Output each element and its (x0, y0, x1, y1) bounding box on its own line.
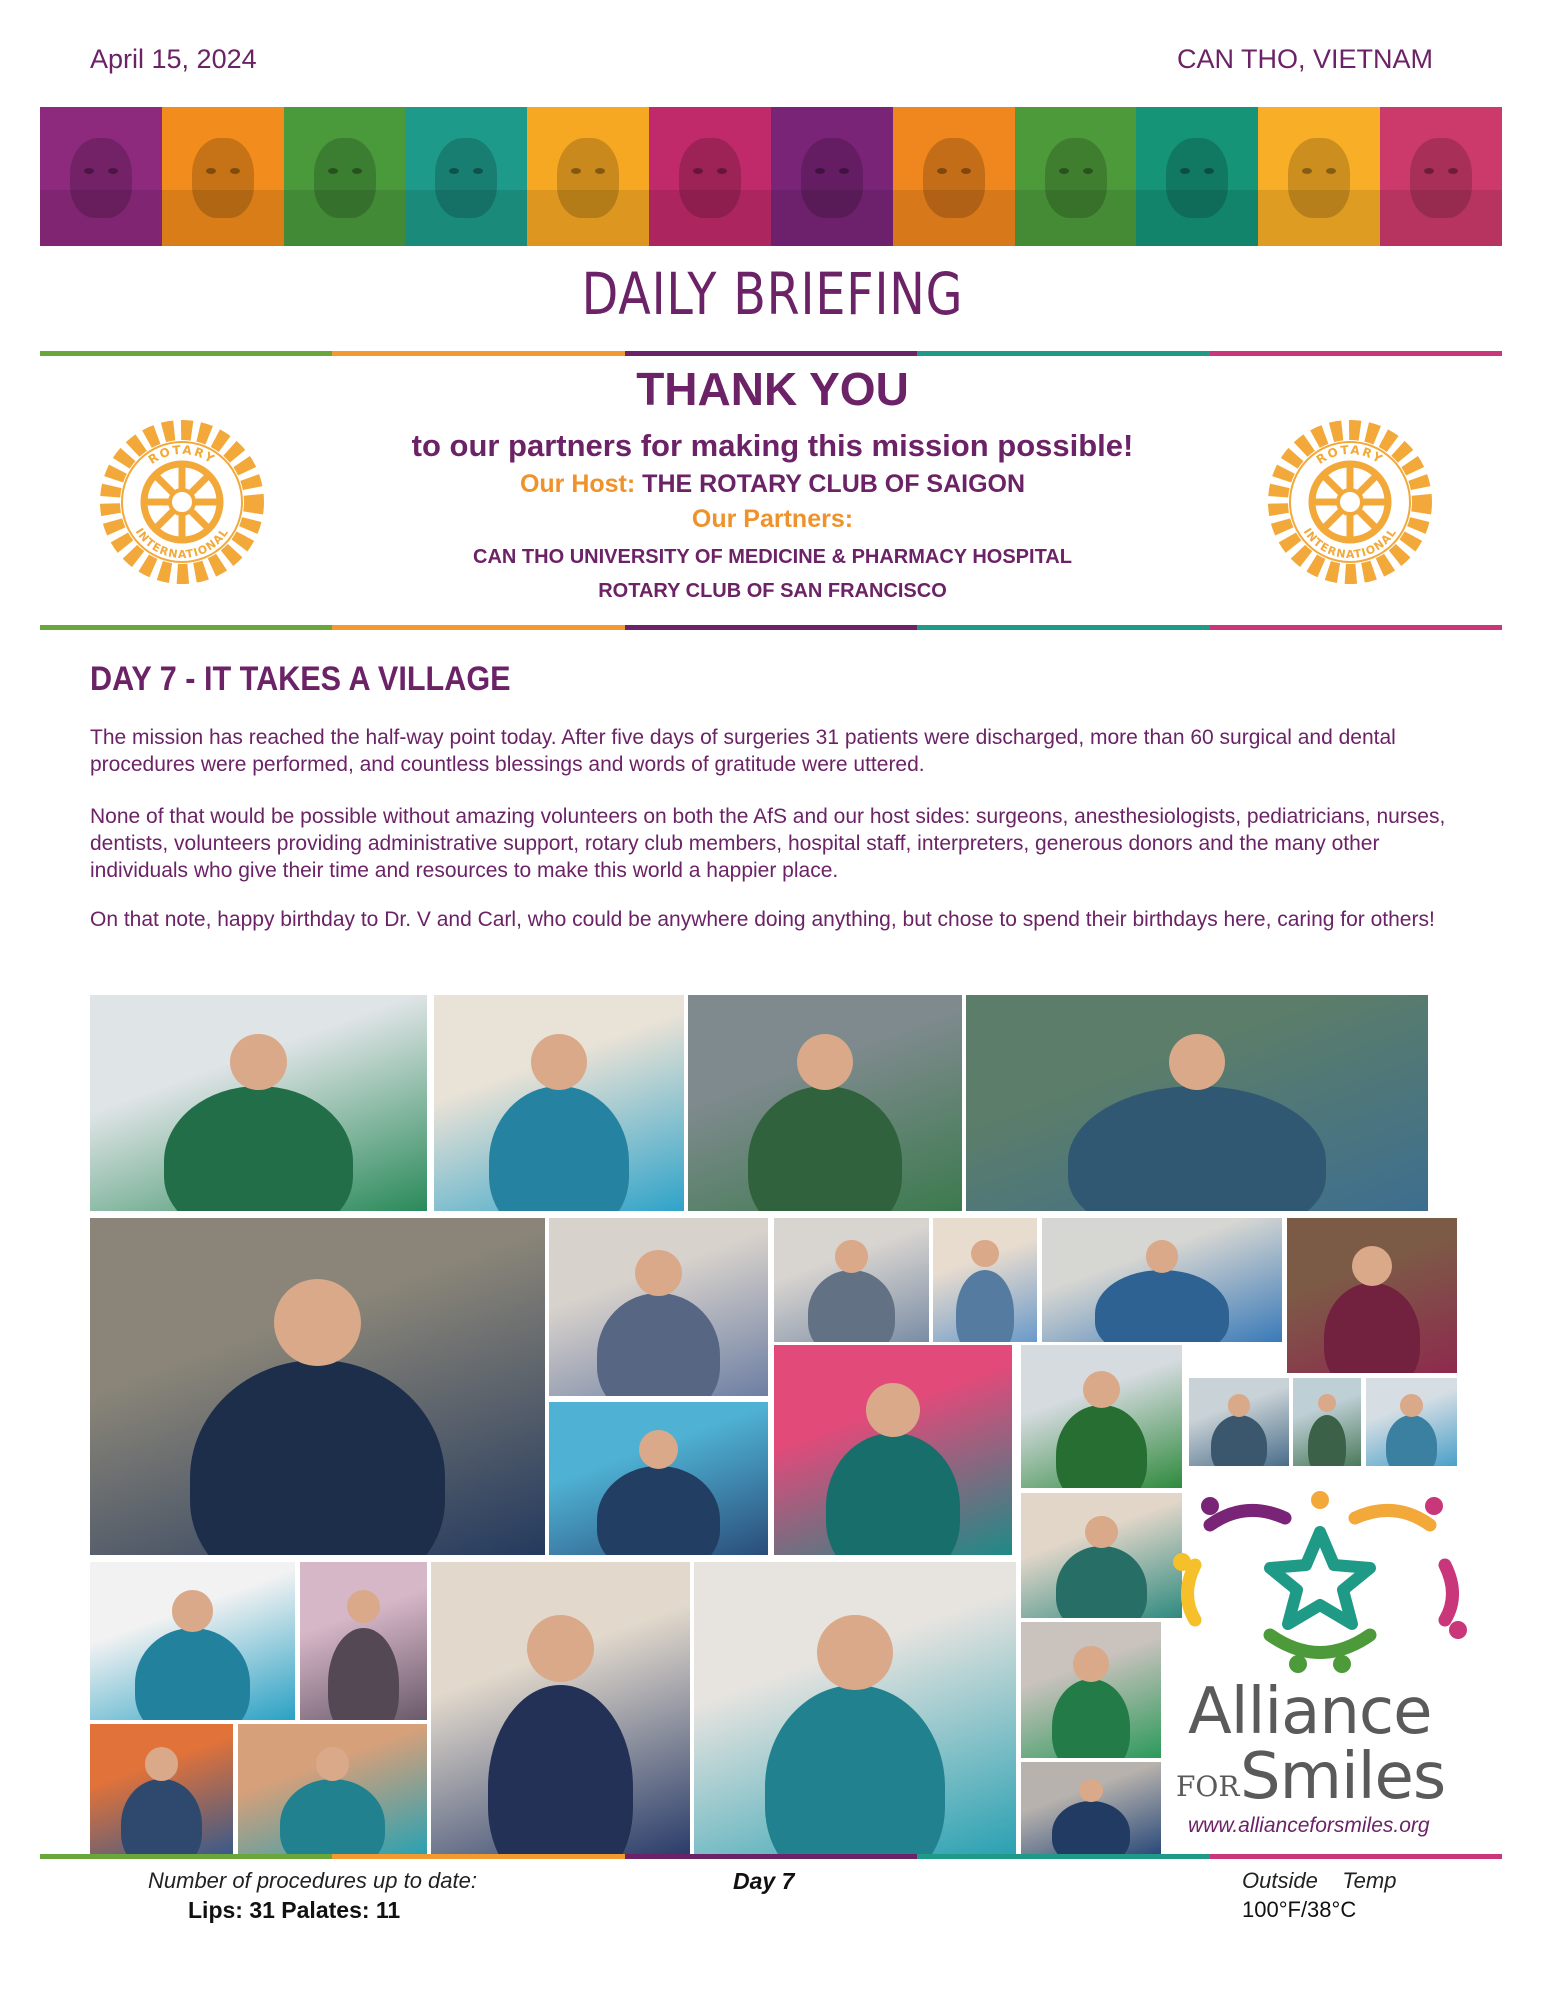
shading (1136, 190, 1258, 246)
banner-child-photo (1258, 107, 1380, 246)
rotary-logo-left (92, 412, 272, 592)
thank-you-subheading: to our partners for making this mission possible! (411, 428, 1134, 463)
mission-photo (1021, 1345, 1182, 1488)
mission-photo (90, 995, 427, 1211)
stripe-segment (40, 1854, 332, 1859)
procedures-count: Lips: 31 Palates: 11 (188, 1897, 401, 1923)
partners-label: Our Partners: (691, 505, 854, 533)
shading (1380, 190, 1502, 246)
person-head (145, 1747, 179, 1781)
person-silhouette (280, 1779, 386, 1854)
person-silhouette (1308, 1415, 1346, 1466)
person-silhouette (956, 1270, 1014, 1342)
stripe-segment (1210, 351, 1502, 356)
shading (284, 190, 406, 246)
person-silhouette (1068, 1086, 1327, 1211)
person-head (1228, 1394, 1251, 1417)
stripe-segment (40, 625, 332, 630)
partner-item: ROTARY CLUB OF SAN FRANCISCO (598, 580, 947, 602)
rotary-text-bottom: INTERNATIONAL (132, 525, 232, 562)
person-head (316, 1747, 350, 1781)
mission-photo (1021, 1622, 1161, 1758)
stripe-segment (40, 351, 332, 356)
children-photo-banner (40, 107, 1502, 246)
stripe-segment (1210, 625, 1502, 630)
mission-photo (549, 1402, 768, 1555)
banner-child-photo (771, 107, 893, 246)
shading (162, 190, 284, 246)
brand-name-for: FOR (1176, 1770, 1240, 1803)
mission-photo (694, 1562, 1016, 1854)
shading (40, 190, 162, 246)
shading (893, 190, 1015, 246)
stripe-segment (625, 625, 917, 630)
mission-photo (774, 1345, 1012, 1555)
stripe-segment (625, 351, 917, 356)
person-head (531, 1034, 587, 1090)
stripe-segment (332, 625, 624, 630)
article-paragraph: On that note, happy birthday to Dr. V and Carl, who could be anywhere doing anything, but chose to spend their birthdays here, caring for others! (90, 908, 1435, 931)
person-head (1400, 1394, 1423, 1417)
banner-child-photo (284, 107, 406, 246)
person-silhouette (164, 1086, 353, 1211)
person-head (639, 1430, 679, 1470)
person-silhouette (1211, 1415, 1267, 1466)
person-silhouette (808, 1270, 895, 1342)
person-silhouette (1056, 1546, 1146, 1619)
person-silhouette (1095, 1270, 1229, 1342)
mission-photo (688, 995, 962, 1211)
person-head (1352, 1246, 1392, 1286)
shading (771, 190, 893, 246)
article-paragraph: The mission has reached the half-way point today. After five days of surgeries 31 patients were discharged, more than 60 surgical and dental procedures were performed, and countless blessings and words of gratitude were uttered. (90, 726, 1396, 776)
stripe-segment (625, 1854, 917, 1859)
person-silhouette (135, 1628, 250, 1720)
rotary-text-top: ROTARY (145, 442, 219, 467)
mission-photo (90, 1218, 545, 1555)
shading (649, 190, 771, 246)
mission-photo (933, 1218, 1037, 1342)
mission-photo (238, 1724, 427, 1854)
mission-photo (1189, 1378, 1289, 1466)
rotary-text-top: ROTARY (1313, 442, 1387, 467)
mission-photo (90, 1562, 295, 1720)
mission-photo (1042, 1218, 1282, 1342)
person-silhouette (190, 1360, 445, 1555)
brand-url[interactable]: www.allianceforsmiles.org (1188, 1814, 1430, 1837)
person-head (1085, 1516, 1118, 1549)
person-head (635, 1250, 681, 1296)
brand-name-alliance: Alliance (1188, 1675, 1432, 1749)
mission-photo (549, 1218, 768, 1396)
host-value: THE ROTARY CLUB OF SAIGON (642, 470, 1026, 498)
person-silhouette (1056, 1405, 1146, 1488)
mission-photo (1021, 1762, 1161, 1854)
person-silhouette (1052, 1679, 1130, 1758)
person-silhouette (748, 1086, 901, 1211)
person-silhouette (489, 1086, 629, 1211)
person-silhouette (597, 1293, 720, 1396)
day-number: Day 7 (733, 1868, 795, 1894)
temperature-value: 100°F/38°C (1242, 1897, 1357, 1922)
person-head (835, 1240, 867, 1272)
mission-photo (1293, 1378, 1361, 1466)
page-title: DAILY BRIEFING (581, 260, 964, 328)
shading (405, 190, 527, 246)
banner-child-photo (1015, 107, 1137, 246)
person-head (1146, 1240, 1178, 1272)
stripe-segment (332, 1854, 624, 1859)
person-silhouette (1386, 1415, 1437, 1466)
header-location: CAN THO, VIETNAM (1176, 44, 1433, 74)
thank-you-heading: THANK YOU (636, 363, 909, 415)
partner-item: CAN THO UNIVERSITY OF MEDICINE & PHARMACY HOSPITAL (473, 546, 1072, 568)
divider-middle (40, 625, 1502, 630)
person-silhouette (488, 1685, 633, 1854)
person-silhouette (1052, 1801, 1130, 1854)
article-heading: DAY 7 - IT TAKES A VILLAGE (90, 660, 511, 698)
host-label: Our Host: (519, 470, 636, 498)
person-head (1169, 1034, 1225, 1090)
mission-photo (300, 1562, 427, 1720)
mission-photo (434, 995, 684, 1211)
header-date: April 15, 2024 (90, 44, 257, 74)
person-silhouette (597, 1466, 720, 1555)
person-silhouette (826, 1433, 959, 1555)
stripe-segment (1210, 1854, 1502, 1859)
banner-child-photo (162, 107, 284, 246)
stripe-segment (917, 625, 1209, 630)
rotary-logo-right (1260, 412, 1440, 592)
person-head (230, 1034, 286, 1090)
person-head (274, 1279, 362, 1367)
banner-child-photo (405, 107, 527, 246)
person-head (1318, 1394, 1336, 1412)
person-silhouette (121, 1779, 201, 1854)
divider-top (40, 351, 1502, 356)
person-head (866, 1383, 921, 1438)
mission-photo (90, 1724, 233, 1854)
brand-name-smiles: Smiles (1240, 1740, 1446, 1814)
shading (1015, 190, 1137, 246)
banner-child-photo (1136, 107, 1258, 246)
rotary-text-bottom: INTERNATIONAL (1300, 525, 1400, 562)
divider-bottom (40, 1854, 1502, 1859)
person-silhouette (765, 1685, 945, 1854)
temperature-label: Outside Temp (1242, 1868, 1397, 1893)
person-silhouette (1324, 1283, 1419, 1373)
stripe-segment (917, 351, 1209, 356)
person-head (1079, 1779, 1103, 1803)
banner-child-photo (649, 107, 771, 246)
mission-photo (774, 1218, 929, 1342)
banner-child-photo (527, 107, 649, 246)
mission-photo (431, 1562, 690, 1854)
mission-photo (966, 995, 1428, 1211)
mission-photo (1366, 1378, 1457, 1466)
person-head (1073, 1646, 1108, 1681)
mission-photo (1287, 1218, 1457, 1373)
person-head (971, 1240, 998, 1267)
stripe-segment (332, 351, 624, 356)
person-head (797, 1034, 853, 1090)
banner-child-photo (1380, 107, 1502, 246)
shading (527, 190, 649, 246)
person-head (817, 1615, 893, 1691)
person-head (527, 1615, 594, 1682)
stripe-segment (917, 1854, 1209, 1859)
person-head (172, 1590, 213, 1631)
article-paragraph: None of that would be possible without amazing volunteers on both the AfS and our host sides: surgeons, anesthesiologists, pediatricians, nurses, dentists, volunteers providing administrative support, rotary club members, hospital staff, interpreters, generous donors and the many other individuals who give their time and resources to make this world a happier place. (90, 805, 1446, 882)
person-head (1083, 1371, 1120, 1408)
person-head (347, 1590, 380, 1623)
shading (1258, 190, 1380, 246)
procedures-label: Number of procedures up to date: (148, 1868, 477, 1893)
person-silhouette (328, 1628, 399, 1720)
banner-child-photo (893, 107, 1015, 246)
banner-child-photo (40, 107, 162, 246)
